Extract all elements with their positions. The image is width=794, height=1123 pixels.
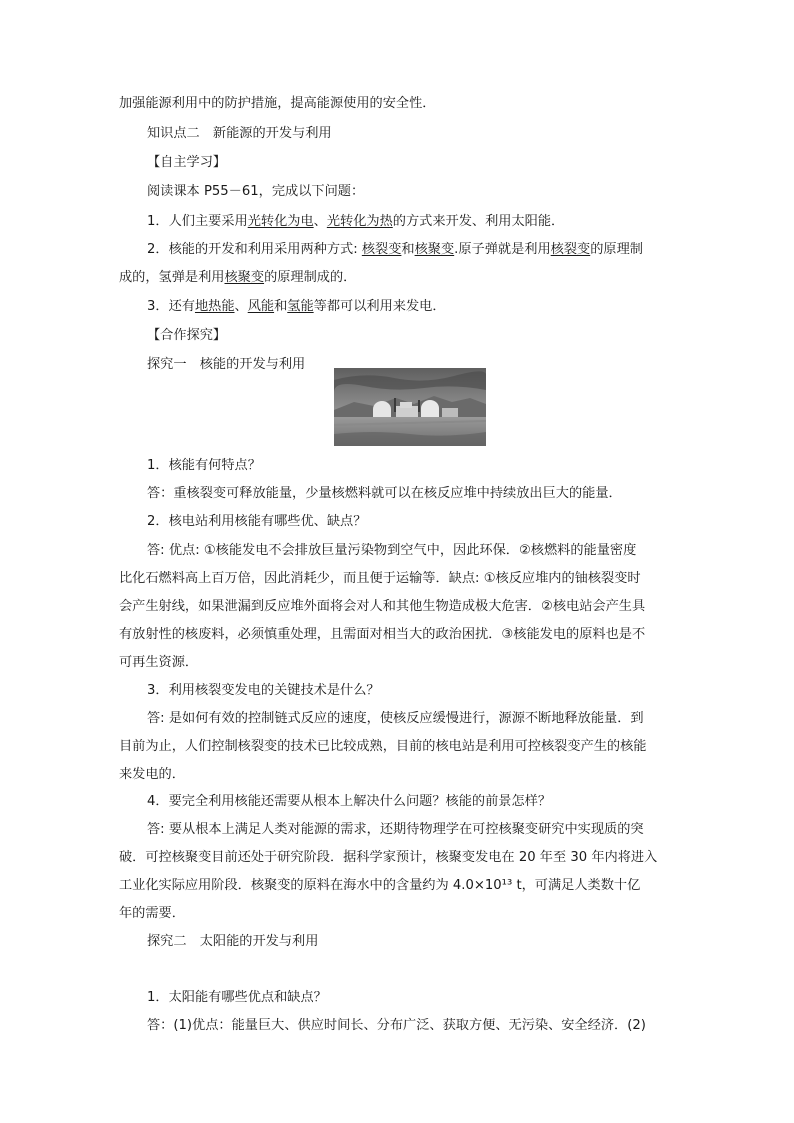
- q3-answer-geothermal: 地热能: [194, 299, 235, 314]
- explore1-a2-line2: 比化石燃料高上百万倍，因此消耗少，而且便于运输等．缺点: ①核反应堆内的铀核裂变时: [119, 571, 641, 586]
- section-title: 知识点二 新能源的开发与利用: [147, 126, 332, 141]
- explore1-a2-line3: 会产生射线，如果泄漏到反应堆外面将会对人和其他生物造成极大危害．②核电站会产生具: [119, 599, 646, 614]
- q3-answer-hydrogen: 氢能: [287, 299, 314, 314]
- explore2-title: 探究二 太阳能的开发与利用: [147, 934, 319, 949]
- q1-text-a: 1．人们主要采用: [147, 214, 248, 229]
- explore1-q3: 3．利用核裂变发电的关键技术是什么？: [147, 683, 380, 698]
- self-study-heading: 【自主学习】: [147, 155, 227, 170]
- q1-answer-light-to-electricity: 光转化为电: [247, 214, 314, 229]
- intro-line: 加强能源利用中的防护措施，提高能源使用的安全性．: [119, 96, 436, 111]
- self-study-q2-line2: [119, 268, 356, 288]
- explore1-a4-line2: 破．可控核聚变目前还处于研究阶段．据科学家预计，核聚变发电在 20 年至 30 年内将进入: [119, 850, 658, 865]
- q2-answer-fusion: 核聚变: [414, 242, 455, 257]
- self-study-q3: [147, 297, 446, 317]
- self-study-instruction: 阅读课本 P55－61，完成以下问题：: [147, 184, 365, 199]
- q1-answer-light-to-heat: 光转化为热: [326, 214, 393, 229]
- q2-text-g: 的原理制: [590, 242, 643, 257]
- explore1-a3-line2: 目前为止，人们控制核裂变的技术已比较成熟，目前的核电站是利用可控核裂变产生的核能: [119, 739, 647, 754]
- explore2-q1: 1．太阳能有哪些优点和缺点？: [147, 990, 327, 1005]
- q3-text-c: 、: [234, 299, 248, 314]
- explore1-a1: 答：重核裂变可释放能量，少量核燃料就可以在核反应堆中持续放出巨大的能量．: [147, 486, 622, 501]
- q2-text-a: 2．核能的开发和利用采用两种方式:: [147, 242, 362, 257]
- explore1-a2-line1: 答: 优点: ①核能发电不会排放巨量污染物到空气中，因此环保．②核燃料的能量密度: [147, 543, 637, 558]
- explore1-a4-line1: 答: 要从根本上满足人类对能源的需求，还期待物理学在可控核聚变研究中实现质的突: [147, 822, 644, 837]
- nuclear-plant-photo: [334, 368, 486, 446]
- explore1-q1: 1．核能有何特点？: [147, 458, 261, 473]
- q1-text-e: 的方式来开发、利用太阳能．: [392, 214, 565, 229]
- explore1-a4-line4: 年的需要．: [119, 906, 185, 921]
- q2-answer-fission: 核裂变: [361, 242, 402, 257]
- explore1-a3-line3: 来发电的．: [119, 767, 185, 782]
- explore1-title: 探究一 核能的开发与利用: [147, 357, 306, 372]
- q3-text-e: 和: [274, 299, 288, 314]
- explore1-a2-line5: 可再生资源．: [119, 655, 199, 670]
- q2-text-j: 的原理制成的．: [264, 270, 357, 285]
- q3-text-g: 等都可以利用来发电．: [313, 299, 446, 314]
- q3-answer-wind: 风能: [247, 299, 275, 314]
- q2-text-e: .原子弹就是利用: [454, 242, 551, 257]
- explore1-a4-line3: 工业化实际应用阶段．核聚变的原料在海水中的含量约为 4.0×10¹³ t，可满足人类数十亿: [119, 878, 641, 893]
- q2-answer-fusion-2: 核聚变: [224, 270, 265, 285]
- q3-text-a: 3．还有: [147, 299, 195, 314]
- explore2-a1: 答：(1)优点：能量巨大、供应时间长、分布广泛、获取方便、无污染、安全经济．(2): [147, 1018, 646, 1033]
- q2-text-h: 成的，氢弹是利用: [119, 270, 225, 285]
- coop-heading: 【合作探究】: [147, 328, 227, 343]
- explore1-q2: 2．核电站利用核能有哪些优、缺点？: [147, 514, 367, 529]
- q1-text-c: 、: [313, 214, 327, 229]
- self-study-q2-line1: [147, 240, 643, 260]
- explore1-a2-line4: 有放射性的核废料，必须慎重处理，且需面对相当大的政治困扰．③核能发电的原料也是不: [119, 627, 646, 642]
- q2-text-c: 和: [401, 242, 415, 257]
- explore1-a3-line1: 答: 是如何有效的控制链式反应的速度，使核反应缓慢进行，源源不断地释放能量．到: [147, 711, 644, 726]
- q2-answer-fission-2: 核裂变: [550, 242, 591, 257]
- explore1-q4: 4．要完全利用核能还需要从根本上解决什么问题？核能的前景怎样？: [147, 794, 552, 809]
- self-study-q1: [147, 212, 564, 232]
